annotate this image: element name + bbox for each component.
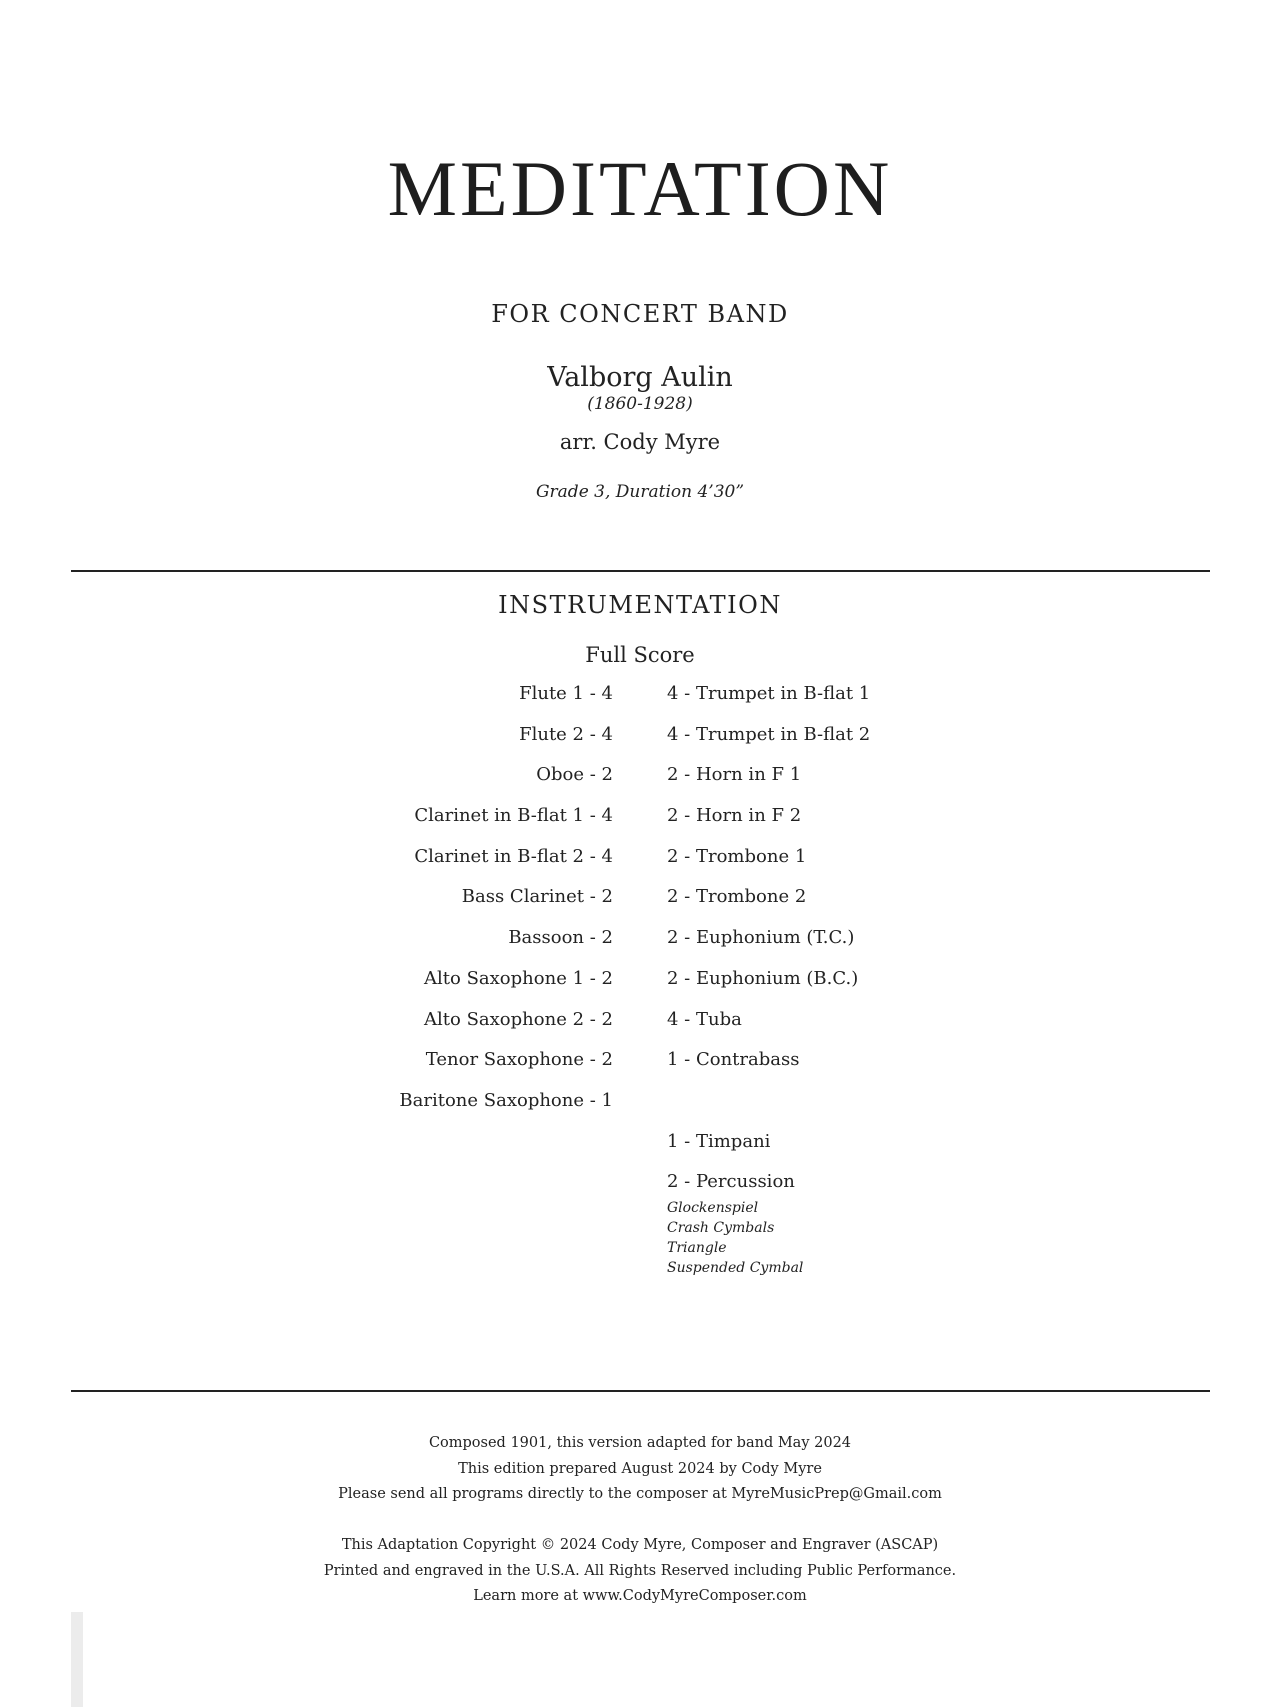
instrument-row: 2 - Horn in F 2 [667, 805, 802, 827]
instrument-row: Bassoon - 2 [508, 927, 613, 949]
bottom-divider [71, 1390, 1210, 1392]
brass-percussion-column [667, 680, 870, 1278]
instrument-row: 1 - Timpani [667, 1130, 771, 1152]
instrument-row: Tenor Saxophone - 2 [425, 1049, 613, 1071]
instrument-row: Flute 2 - 4 [519, 723, 613, 745]
instrument-row: Baritone Saxophone - 1 [399, 1089, 613, 1111]
instrument-row: 2 - Trombone 2 [667, 886, 807, 908]
instrument-row: 4 - Trumpet in B-flat 2 [667, 723, 871, 745]
footer-line: This Adaptation Copyright © 2024 Cody Myre, Composer and Engraver (ASCAP) [341, 1537, 939, 1553]
percussion-item: Glockenspiel [667, 1200, 759, 1217]
percussion-item: Crash Cymbals [667, 1220, 775, 1237]
footer-line: This edition prepared August 2024 by Cody Myre [458, 1460, 822, 1477]
spacer-row [667, 1087, 870, 1128]
instrument-row: Oboe - 2 [536, 764, 613, 786]
footer-line: Printed and engraved in the U.S.A. All Rights Reserved including Public Performance. [323, 1562, 957, 1579]
page-edge-strip [71, 1612, 83, 1707]
arranger: arr. Cody Myre [559, 430, 721, 454]
grade-duration: Grade 3, Duration 4’30” [535, 482, 745, 502]
percussion-item: Suspended Cymbal [667, 1260, 804, 1277]
footer-notes [0, 1431, 1280, 1508]
composer-dates: (1860-1928) [587, 394, 693, 414]
composer-name: Valborg Aulin [547, 362, 733, 393]
instrument-row: 2 - Euphonium (B.C.) [667, 967, 859, 989]
instrument-row: Alto Saxophone 2 - 2 [424, 1008, 613, 1030]
footer-copyright [0, 1533, 1280, 1610]
instrumentation-heading: INSTRUMENTATION [498, 591, 782, 619]
full-score-label: Full Score [585, 643, 695, 667]
instrument-row: 2 - Trombone 1 [667, 845, 807, 867]
instrument-row: Alto Saxophone 1 - 2 [424, 967, 613, 989]
footer-line: Learn more at www.CodyMyreComposer.com [473, 1588, 807, 1604]
woodwind-column [399, 680, 613, 1128]
instrument-row: Flute 1 - 4 [519, 683, 613, 704]
page-title: MEDITATION [387, 145, 893, 232]
footer-line: Please send all programs directly to the composer at MyreMusicPrep@Gmail.com [338, 1486, 942, 1502]
top-divider [71, 570, 1210, 572]
instrument-row: 2 - Euphonium (T.C.) [667, 927, 855, 949]
instrument-row: 4 - Trumpet in B-flat 1 [667, 683, 871, 704]
percussion-item: Triangle [667, 1240, 727, 1257]
instrument-row: Bass Clarinet - 2 [461, 886, 613, 908]
instrument-row: 2 - Horn in F 1 [667, 764, 802, 786]
instrument-row: Clarinet in B-flat 2 - 4 [414, 845, 613, 867]
instrument-row: 4 - Tuba [667, 1008, 742, 1030]
instrument-row: 1 - Contrabass [667, 1049, 800, 1071]
instrument-row: Clarinet in B-flat 1 - 4 [414, 805, 613, 827]
footer-line: Composed 1901, this version adapted for band May 2024 [428, 1435, 852, 1451]
subtitle: FOR CONCERT BAND [491, 300, 789, 328]
percussion-row: 2 - Percussion [667, 1171, 795, 1193]
